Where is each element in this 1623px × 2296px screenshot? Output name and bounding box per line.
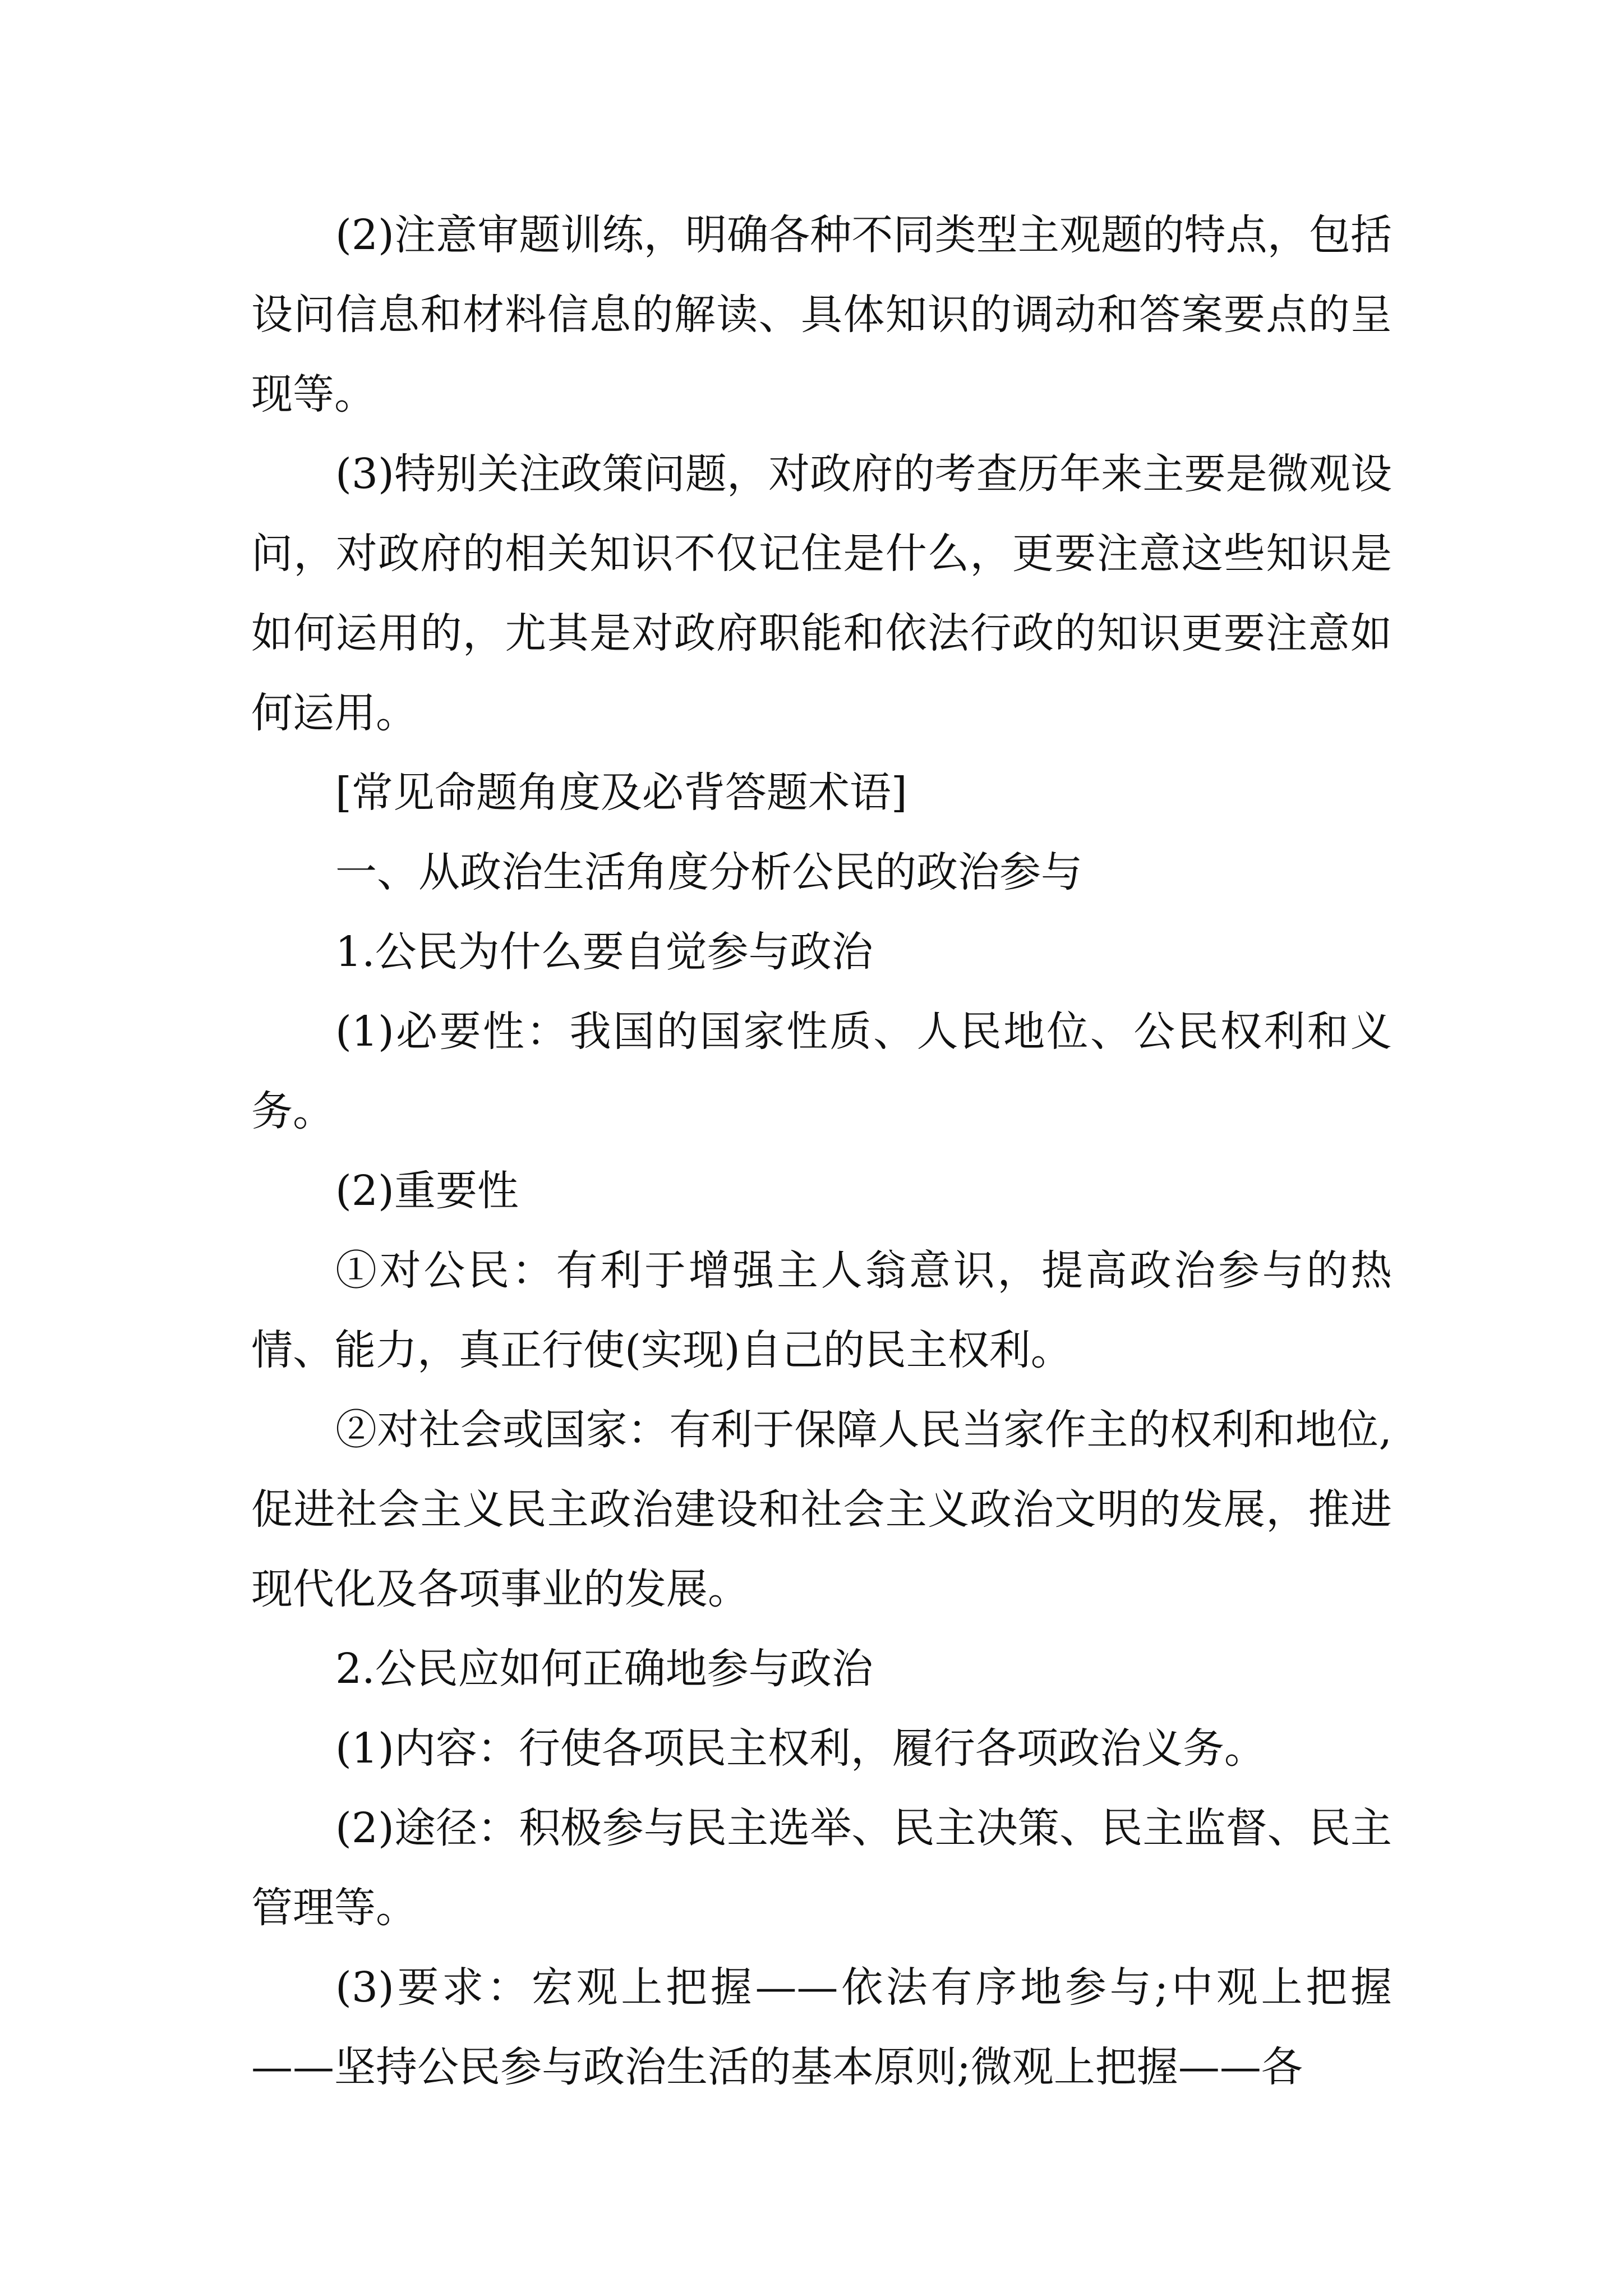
subheading-why-participate: 1.公民为什么要自觉参与政治	[335, 928, 873, 976]
document-page	[251, 195, 1392, 2107]
paragraph-requirements: (3)要求：宏观上把握——依法有序地参与;中观上把握——坚持公民参与政治生活的基本原则;微观上把握——各	[251, 1963, 1392, 2091]
paragraph-necessity: (1)必要性：我国的国家性质、人民地位、公民权利和义务。	[251, 1007, 1392, 1135]
paragraph-importance-citizen: ①对公民：有利于增强主人翁意识，提高政治参与的热情、能力，真正行使(实现)自己的民主权利。	[251, 1246, 1392, 1374]
paragraph-policy-focus: (3)特别关注政策问题，对政府的考查历年来主要是微观设问，对政府的相关知识不仅记住是什么，更要注意这些知识是如何运用的，尤其是对政府职能和依法行政的知识更要注意如何运用。	[251, 450, 1392, 737]
subheading-importance: (2)重要性	[335, 1167, 519, 1215]
section-heading-common-angles: [常见命题角度及必背答题术语]	[335, 769, 907, 817]
paragraph-content: (1)内容：行使各项民主权利，履行各项政治义务。	[335, 1724, 1266, 1773]
subheading-how-participate: 2.公民应如何正确地参与政治	[335, 1645, 873, 1693]
paragraph-importance-society: ②对社会或国家：有利于保障人民当家作主的权利和地位,促进社会主义民主政治建设和社会主义政治文明的发展，推进现代化及各项事业的发展。	[251, 1406, 1392, 1613]
heading-political-participation: 一、从政治生活角度分析公民的政治参与	[335, 848, 1082, 896]
paragraph-review-training: (2)注意审题训练，明确各种不同类型主观题的特点，包括设问信息和材料信息的解读、具体知识的调动和答案要点的呈现等。	[251, 211, 1392, 418]
paragraph-channels: (2)途径：积极参与民主选举、民主决策、民主监督、民主管理等。	[251, 1804, 1392, 1932]
